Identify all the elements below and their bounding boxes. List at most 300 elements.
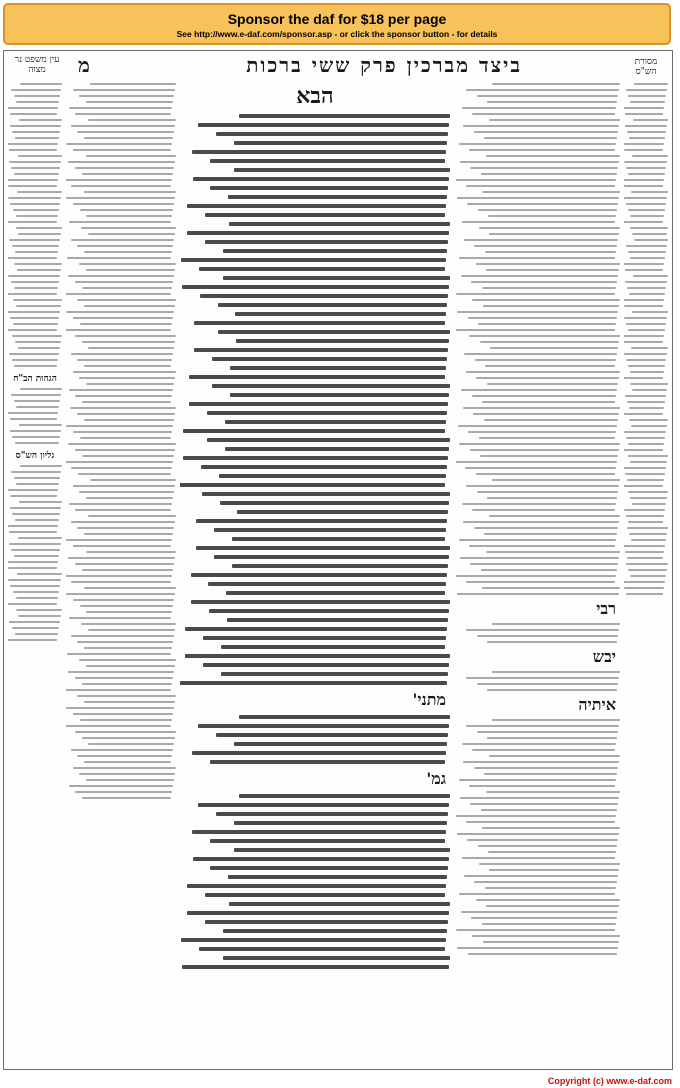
text-line	[485, 887, 616, 889]
text-line	[10, 317, 59, 319]
text-line	[468, 953, 617, 955]
text-line	[461, 389, 617, 391]
text-line	[88, 743, 174, 745]
text-line	[630, 257, 665, 259]
text-line	[484, 773, 617, 775]
text-line	[10, 125, 61, 127]
text-line	[193, 857, 450, 861]
text-line	[487, 497, 617, 499]
text-line	[220, 501, 450, 505]
text-line	[632, 503, 666, 505]
text-line	[15, 633, 58, 635]
text-line	[466, 725, 619, 727]
text-line	[472, 113, 615, 115]
text-line	[630, 227, 668, 229]
text-line	[80, 719, 172, 721]
text-line	[16, 215, 58, 217]
text-line	[194, 321, 445, 325]
text-line	[457, 311, 618, 313]
text-line	[88, 347, 174, 349]
text-line	[630, 575, 666, 577]
text-line	[68, 161, 175, 163]
text-line	[626, 563, 668, 565]
text-line	[66, 461, 173, 463]
text-line	[8, 639, 57, 641]
text-line	[198, 123, 449, 127]
text-line	[205, 920, 448, 924]
text-line	[66, 197, 175, 199]
text-line	[77, 299, 176, 301]
text-line	[462, 107, 616, 109]
text-line	[10, 495, 57, 497]
text-line	[73, 149, 171, 151]
text-line	[20, 465, 62, 467]
text-line	[71, 125, 176, 127]
text-line	[624, 107, 664, 109]
text-line	[9, 353, 59, 355]
text-line	[629, 533, 667, 535]
text-line	[625, 113, 663, 115]
text-line	[198, 724, 449, 728]
text-line	[479, 227, 620, 229]
text-line	[469, 545, 615, 547]
text-line	[82, 401, 171, 403]
text-line	[472, 395, 616, 397]
text-line	[631, 425, 667, 427]
text-line	[489, 119, 620, 121]
text-line	[230, 366, 446, 370]
text-line	[486, 905, 619, 907]
text-line	[8, 107, 58, 109]
text-line	[73, 89, 175, 91]
text-line	[180, 681, 447, 685]
text-line	[12, 131, 60, 133]
text-line	[8, 567, 57, 569]
text-line	[459, 779, 616, 781]
text-line	[627, 287, 666, 289]
text-line	[75, 563, 174, 565]
text-line	[81, 623, 176, 625]
text-line	[11, 281, 59, 283]
text-line	[66, 179, 172, 181]
text-line	[223, 956, 450, 960]
text-line	[75, 335, 176, 337]
text-line	[73, 545, 171, 547]
text-line	[67, 257, 172, 259]
text-line	[71, 239, 174, 241]
text-line	[624, 179, 664, 181]
text-line	[73, 431, 172, 433]
text-line	[230, 393, 449, 397]
text-line	[626, 203, 666, 205]
text-line	[628, 95, 666, 97]
text-line	[484, 533, 617, 535]
text-line	[474, 245, 617, 247]
text-line	[232, 564, 448, 568]
text-line	[462, 743, 616, 745]
text-line	[632, 155, 668, 157]
text-line	[79, 263, 176, 265]
yabesh-heading: יבש	[592, 647, 616, 666]
text-line	[84, 305, 175, 307]
text-line	[626, 245, 667, 247]
text-line	[626, 167, 666, 169]
text-line	[487, 737, 617, 739]
text-line	[77, 359, 172, 361]
text-line	[84, 191, 176, 193]
text-line	[77, 131, 174, 133]
text-line	[630, 461, 667, 463]
text-line	[78, 473, 172, 475]
text-line	[466, 629, 619, 631]
text-line	[80, 605, 174, 607]
text-line	[476, 263, 620, 265]
text-line	[624, 413, 663, 415]
text-line	[629, 293, 665, 295]
text-line	[192, 751, 446, 755]
text-line	[626, 89, 667, 91]
text-line	[75, 449, 175, 451]
text-line	[210, 760, 445, 764]
text-line	[234, 821, 447, 825]
text-line	[15, 519, 59, 521]
text-line	[11, 89, 61, 91]
text-line	[73, 599, 174, 601]
text-line	[489, 755, 620, 757]
text-line	[463, 761, 619, 763]
text-line	[196, 519, 447, 523]
text-line	[71, 185, 171, 187]
text-line	[12, 359, 58, 361]
text-line	[221, 645, 445, 649]
text-line	[69, 107, 172, 109]
text-line	[18, 155, 62, 157]
text-line	[90, 83, 176, 85]
text-line	[629, 407, 664, 409]
text-line	[187, 911, 449, 915]
text-line	[216, 733, 448, 737]
hagahot-label: הגהות הב"ח	[13, 374, 57, 384]
text-line	[476, 377, 619, 379]
text-line	[73, 203, 174, 205]
text-line	[75, 113, 171, 115]
text-line	[228, 195, 447, 199]
text-line	[477, 95, 618, 97]
text-line	[214, 555, 449, 559]
text-line	[20, 83, 62, 85]
text-line	[194, 348, 448, 352]
text-line	[8, 143, 58, 145]
text-line	[180, 483, 445, 487]
text-line	[470, 167, 618, 169]
text-line	[225, 420, 446, 424]
text-line	[69, 221, 171, 223]
text-line	[19, 119, 62, 121]
text-line	[8, 221, 57, 223]
text-line	[464, 353, 617, 355]
text-line	[210, 839, 445, 843]
text-line	[19, 424, 62, 426]
text-line	[19, 501, 62, 503]
text-line	[456, 575, 616, 577]
text-line	[484, 419, 618, 421]
text-line	[75, 731, 176, 733]
text-line	[13, 323, 58, 325]
text-line	[71, 635, 174, 637]
text-line	[482, 827, 620, 829]
text-line	[86, 551, 176, 553]
text-line	[79, 659, 176, 661]
margin-ein-mishpat	[8, 79, 62, 1067]
text-line	[73, 713, 173, 715]
text-line	[16, 227, 62, 229]
text-line	[482, 287, 616, 289]
text-line	[624, 587, 664, 589]
text-line	[232, 537, 445, 541]
text-line	[84, 533, 173, 535]
text-line	[201, 465, 447, 469]
text-line	[73, 371, 176, 373]
text-line	[624, 317, 667, 319]
text-line	[632, 233, 667, 235]
text-line	[624, 335, 664, 337]
folio-number: מ	[78, 53, 90, 77]
text-line	[483, 941, 619, 943]
text-line	[8, 525, 58, 527]
text-line	[490, 347, 618, 349]
text-line	[192, 830, 446, 834]
text-line	[624, 149, 663, 151]
text-line	[14, 95, 60, 97]
text-line	[628, 521, 663, 523]
text-line	[71, 521, 176, 523]
sponsor-banner[interactable]	[3, 3, 671, 45]
text-line	[474, 527, 618, 529]
text-line	[84, 761, 171, 763]
text-line	[459, 443, 620, 445]
text-line	[624, 509, 665, 511]
text-line	[492, 623, 620, 625]
text-line	[189, 375, 446, 379]
text-line	[86, 611, 172, 613]
text-line	[485, 365, 615, 367]
text-line	[8, 412, 58, 414]
text-line	[472, 935, 620, 937]
text-line	[84, 419, 174, 421]
text-line	[218, 303, 448, 307]
sponsor-subtitle[interactable]: See http://www.e-daf.com/sponsor.asp - or click the sponsor button - for details	[176, 29, 498, 39]
text-line	[634, 83, 668, 85]
text-line	[68, 443, 176, 445]
text-line	[479, 863, 620, 865]
text-line	[470, 803, 618, 805]
text-line	[66, 575, 172, 577]
talmud-page	[3, 50, 673, 1070]
text-line	[16, 406, 59, 408]
text-line	[82, 737, 176, 739]
text-line	[90, 479, 176, 481]
text-line	[487, 689, 617, 691]
text-line	[456, 461, 617, 463]
text-line	[628, 365, 665, 367]
text-line	[84, 701, 175, 703]
text-line	[66, 329, 171, 331]
text-line	[17, 269, 61, 271]
text-line	[625, 125, 667, 127]
text-line	[223, 276, 450, 280]
gemara-column	[180, 79, 450, 1067]
text-line	[478, 323, 616, 325]
text-line	[66, 539, 172, 541]
text-line	[467, 203, 618, 205]
text-line	[10, 113, 57, 115]
text-line	[481, 173, 617, 175]
text-line	[629, 137, 665, 139]
text-line	[181, 938, 446, 942]
text-line	[75, 167, 174, 169]
text-line	[199, 947, 445, 951]
text-line	[14, 173, 59, 175]
text-line	[630, 371, 664, 373]
text-line	[634, 239, 668, 241]
text-line	[628, 173, 665, 175]
text-line	[214, 528, 446, 532]
text-line	[487, 383, 618, 385]
text-line	[79, 491, 174, 493]
text-line	[228, 875, 447, 879]
text-line	[628, 491, 668, 493]
text-line	[8, 311, 60, 313]
text-line	[239, 794, 450, 798]
text-line	[456, 815, 616, 817]
text-line	[187, 204, 446, 208]
text-line	[464, 239, 618, 241]
text-line	[624, 197, 667, 199]
text-line	[181, 258, 446, 262]
text-line	[71, 581, 171, 583]
text-line	[71, 353, 173, 355]
text-line	[66, 593, 175, 595]
text-line	[191, 600, 450, 604]
text-line	[185, 627, 447, 631]
text-line	[84, 365, 171, 367]
text-line	[8, 293, 57, 295]
text-line	[468, 317, 617, 319]
text-line	[77, 695, 176, 697]
text-line	[8, 179, 58, 181]
text-line	[489, 869, 619, 871]
text-line	[488, 851, 616, 853]
text-line	[192, 150, 446, 154]
text-line	[82, 455, 174, 457]
text-line	[11, 549, 60, 551]
text-line	[212, 357, 447, 361]
text-line	[234, 168, 450, 172]
text-line	[82, 797, 171, 799]
text-line	[626, 593, 663, 595]
text-line	[66, 311, 174, 313]
text-line	[14, 477, 60, 479]
text-line	[205, 240, 448, 244]
text-line	[631, 347, 668, 349]
text-line	[470, 563, 618, 565]
text-line	[456, 929, 615, 931]
text-line	[457, 833, 619, 835]
text-line	[624, 161, 667, 163]
text-line	[484, 137, 617, 139]
text-line	[477, 635, 618, 637]
text-line	[472, 749, 615, 751]
text-line	[477, 683, 618, 685]
text-line	[463, 521, 619, 523]
text-line	[10, 203, 60, 205]
text-line	[8, 275, 60, 277]
text-line	[226, 591, 445, 595]
text-line	[489, 515, 620, 517]
text-line	[12, 245, 59, 247]
text-line	[14, 400, 60, 402]
text-line	[461, 911, 618, 913]
text-line	[235, 312, 446, 316]
text-line	[466, 677, 619, 679]
text-line	[227, 618, 448, 622]
text-line	[16, 483, 59, 485]
text-line	[75, 281, 173, 283]
text-line	[71, 467, 172, 469]
text-line	[458, 425, 617, 427]
text-line	[460, 797, 619, 799]
text-line	[8, 257, 57, 259]
text-line	[456, 179, 616, 181]
text-line	[487, 101, 617, 103]
text-line	[486, 269, 619, 271]
sponsor-title[interactable]: Sponsor the daf for $18 per page	[227, 11, 447, 27]
text-line	[624, 467, 666, 469]
text-line	[628, 209, 665, 211]
text-line	[216, 812, 448, 816]
text-line	[459, 143, 616, 145]
text-line	[459, 539, 616, 541]
text-line	[88, 119, 176, 121]
text-line	[218, 330, 450, 334]
text-line	[198, 803, 449, 807]
text-line	[79, 95, 174, 97]
text-line	[223, 249, 447, 253]
text-line	[86, 665, 175, 667]
text-line	[12, 436, 60, 438]
text-line	[237, 510, 448, 514]
text-line	[182, 965, 449, 969]
text-line	[481, 569, 617, 571]
text-line	[468, 431, 616, 433]
page-title: ביצד מברכין פרק ששי ברכות	[246, 53, 522, 77]
copyright-link[interactable]: Copyright (c) www.e-daf.com	[547, 1076, 672, 1086]
text-line	[465, 467, 616, 469]
text-line	[627, 527, 668, 529]
text-line	[626, 437, 665, 439]
text-line	[84, 137, 173, 139]
text-line	[626, 323, 666, 325]
text-line	[486, 551, 620, 553]
text-line	[77, 245, 173, 247]
text-line	[482, 923, 616, 925]
text-line	[193, 177, 450, 181]
text-line	[625, 551, 664, 553]
text-line	[471, 281, 617, 283]
text-line	[73, 767, 176, 769]
text-line	[14, 287, 58, 289]
text-line	[69, 389, 174, 391]
